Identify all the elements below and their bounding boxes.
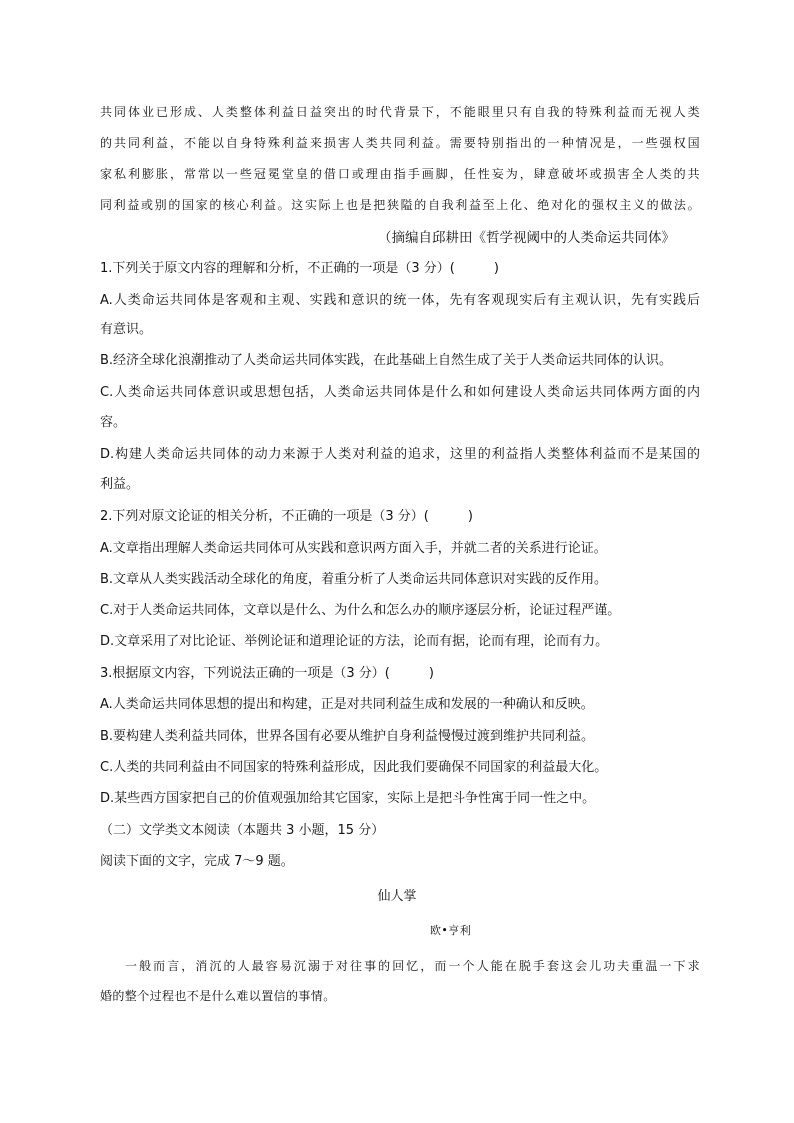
question-2-option-c: C.对于人类命运共同体，文章以是什么、为什么和怎么办的顺序逐层分析，论证过程严谨。 [100, 603, 621, 618]
section-heading: （二）文学类文本阅读（本题共 3 小题，15 分） [100, 823, 385, 838]
story-body-line: 婚的整个过程也不是什么难以置信的事情。 [100, 989, 336, 1003]
question-3-option-c: C.人类的共同利益由不同国家的特殊利益形成，因此我们要确保不同国家的利益最大化。 [100, 760, 608, 775]
question-1-option-b: B.经济全球化浪潮推动了人类命运共同体实践，在此基础上自然生成了关于人类命运共同体的认识。 [100, 353, 673, 368]
question-2-option-a: A.文章指出理解人类命运共同体可从实践和意识两方面入手，并就二者的关系进行论证。 [100, 541, 607, 556]
question-2-option-b: B.文章从人类实践活动全球化的角度，着重分析了人类命运共同体意识对实践的反作用。 [100, 572, 608, 587]
question-2-option-d: D.文章采用了对比论证、举例论证和道理论证的方法，论而有据，论而有理，论而有力。 [100, 634, 609, 649]
question-1-option-c: C.人类命运共同体意识或思想包括，人类命运共同体是什么和如何建设人类命运共同体两方面的内 [100, 385, 700, 400]
question-1-option-c-cont: 容。 [100, 415, 127, 430]
question-1-option-d-cont: 利益。 [100, 477, 140, 492]
question-1-option-a-cont: 有意识。 [100, 322, 153, 337]
question-1-option-a: A.人类命运共同体是客观和主观、实践和意识的统一体，先有客观现实后有主观认识，先有实践后 [100, 293, 700, 308]
question-3-option-d: D.某些西方国家把自己的价值观强加给其它国家，实际上是把斗争性寓于同一性之中。 [100, 791, 596, 806]
passage-line: 同利益或别的国家的核心利益。这实际上也是把狭隘的自我利益至上化、绝对化的强权主义的做法。 [100, 198, 700, 212]
source-citation: （摘编自邱耕田《哲学视阈中的人类命运共同体》 [378, 230, 675, 246]
story-author: 欧•亨利 [430, 924, 472, 937]
question-3-option-a: A.人类命运共同体思想的提出和构建，正是对共同利益生成和发展的一种确认和反映。 [100, 697, 594, 712]
passage-line: 家私利膨胀，常常以一些冠冕堂皇的借口或理由指手画脚，任性妄为，肆意破坏或损害全人类的共 [100, 167, 700, 181]
story-title: 仙人掌 [377, 889, 417, 904]
passage-line: 共同体业已形成、人类整体利益日益突出的时代背景下，不能眼里只有自我的特殊利益而无视人类 [100, 105, 700, 119]
question-1-option-d: D.构建人类命运共同体的动力来源于人类对利益的追求，这里的利益指人类整体利益而不是某国的 [100, 447, 700, 462]
question-3-option-b: B.要构建人类利益共同体，世界各国有必要从维护自身利益慢慢过渡到维护共同利益。 [100, 729, 595, 744]
story-body-line: 一般而言，消沉的人最容易沉溺于对往事的回忆，而一个人能在脱手套这会儿功夫重温一下求 [125, 959, 700, 973]
question-2-stem: 2.下列对原文论证的相关分析，不正确的一项是（3 分）( ) [100, 509, 473, 524]
question-3-stem: 3.根据原文内容，下列说法正确的一项是（3 分）( ) [100, 666, 434, 681]
question-1-stem: 1.下列关于原文内容的理解和分析，不正确的一项是（3 分）( ) [100, 261, 499, 276]
reading-instruction: 阅读下面的文字，完成 7～9 题。 [100, 854, 294, 869]
passage-line: 的共同利益，不能以自身特殊利益来损害人类共同利益。需要特别指出的一种情况是，一些强权国 [100, 136, 700, 150]
